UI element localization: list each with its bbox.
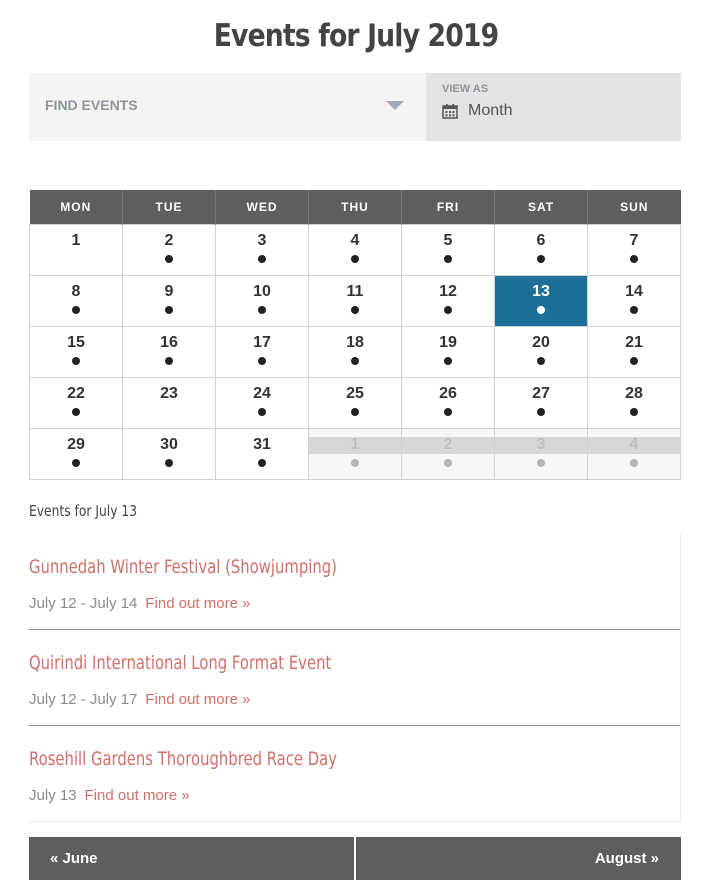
day-number: 21 — [625, 334, 643, 351]
calendar-week-row — [30, 276, 681, 327]
day-number: 19 — [439, 334, 457, 351]
event-indicator-dot — [258, 357, 266, 365]
calendar-day[interactable] — [402, 276, 495, 327]
view-as-value: Month — [468, 102, 513, 119]
weekday-header: THU — [309, 190, 402, 225]
event-indicator-dot — [72, 408, 80, 416]
calendar-day[interactable] — [309, 225, 402, 276]
day-number: 15 — [67, 334, 85, 351]
calendar-day[interactable] — [216, 429, 309, 480]
event-indicator-dot — [444, 408, 452, 416]
event-date: July 12 - July 17 — [29, 691, 138, 708]
calendar-day[interactable] — [588, 378, 681, 429]
event-date: July 13 — [29, 787, 77, 804]
event-indicator-dot — [258, 459, 266, 467]
event-indicator-dot — [165, 255, 173, 263]
page-title: Events for July 2019 — [213, 18, 499, 54]
day-number: 30 — [160, 436, 178, 453]
weekday-header: TUE — [123, 190, 216, 225]
day-number: 13 — [532, 283, 550, 300]
calendar-day[interactable] — [402, 225, 495, 276]
calendar-day-today[interactable] — [495, 276, 588, 327]
event-indicator-dot — [258, 408, 266, 416]
calendar-day[interactable] — [495, 225, 588, 276]
calendar-day[interactable] — [309, 327, 402, 378]
caret-down-icon — [386, 101, 404, 110]
calendar-day[interactable] — [495, 327, 588, 378]
day-number: 26 — [439, 385, 457, 402]
calendar-week-row — [30, 378, 681, 429]
calendar-icon — [442, 103, 458, 119]
event-indicator-dot — [351, 306, 359, 314]
weekday-header: SUN — [588, 190, 681, 225]
day-number: 6 — [536, 232, 546, 249]
event-indicator-dot — [444, 255, 452, 263]
day-number: 4 — [350, 232, 360, 249]
calendar-day[interactable] — [123, 225, 216, 276]
day-number: 11 — [346, 283, 364, 300]
day-number: 7 — [629, 232, 639, 249]
day-number: 1 — [350, 436, 360, 453]
calendar-week-row — [30, 327, 681, 378]
calendar-day[interactable] — [216, 225, 309, 276]
day-number: 9 — [164, 283, 174, 300]
filter-bar — [29, 73, 681, 141]
day-number: 25 — [346, 385, 364, 402]
event-indicator-dot — [72, 357, 80, 365]
day-number: 3 — [536, 436, 546, 453]
month-pagination — [29, 837, 681, 880]
view-as-selector[interactable] — [426, 73, 681, 141]
event-indicator-dot — [165, 459, 173, 467]
day-number: 1 — [71, 232, 81, 249]
weekday-header: WED — [216, 190, 309, 225]
calendar-day[interactable] — [402, 327, 495, 378]
day-number: 23 — [160, 385, 178, 402]
day-number: 17 — [253, 334, 271, 351]
day-number: 27 — [532, 385, 550, 402]
event-meta — [29, 691, 250, 708]
calendar-day[interactable] — [30, 378, 123, 429]
calendar-day[interactable] — [588, 327, 681, 378]
day-number: 10 — [253, 283, 271, 300]
view-as-label: VIEW AS — [442, 83, 489, 95]
previous-month-link[interactable]: « June — [50, 850, 98, 867]
event-indicator-dot — [165, 357, 173, 365]
day-number: 12 — [439, 283, 457, 300]
find-out-more-link[interactable]: Find out more » — [145, 595, 251, 612]
event-indicator-dot — [537, 459, 545, 467]
weekday-header: MON — [30, 190, 123, 225]
event-meta — [29, 595, 250, 612]
events-day-heading: Events for July 13 — [29, 502, 138, 520]
calendar-day-other-month[interactable] — [309, 429, 402, 480]
day-number: 5 — [443, 232, 453, 249]
event-indicator-dot — [444, 459, 452, 467]
event-indicator-dot — [351, 408, 359, 416]
calendar-day-other-month[interactable] — [402, 429, 495, 480]
event-title-link[interactable]: Rosehill Gardens Thoroughbred Race Day — [29, 748, 337, 770]
calendar-day-other-month[interactable] — [495, 429, 588, 480]
event-indicator-dot — [630, 255, 638, 263]
calendar-day[interactable] — [30, 327, 123, 378]
month-calendar — [29, 190, 681, 480]
calendar-day[interactable] — [402, 378, 495, 429]
weekday-header-row — [30, 190, 681, 225]
calendar-day[interactable] — [588, 276, 681, 327]
event-indicator-dot — [630, 459, 638, 467]
calendar-day[interactable] — [309, 378, 402, 429]
calendar-day[interactable] — [588, 225, 681, 276]
calendar-day[interactable] — [30, 276, 123, 327]
calendar-day[interactable] — [216, 378, 309, 429]
day-number: 8 — [71, 283, 81, 300]
calendar-day[interactable] — [30, 225, 123, 276]
event-item — [29, 726, 680, 822]
day-number: 18 — [346, 334, 364, 351]
find-out-more-link[interactable]: Find out more » — [84, 787, 190, 804]
calendar-day[interactable] — [216, 327, 309, 378]
event-indicator-dot — [258, 255, 266, 263]
event-title-link[interactable]: Quirindi International Long Format Event — [29, 652, 332, 674]
event-indicator-dot — [72, 459, 80, 467]
find-out-more-link[interactable]: Find out more » — [145, 691, 251, 708]
weekday-header: SAT — [495, 190, 588, 225]
calendar-day[interactable] — [123, 327, 216, 378]
day-number: 3 — [257, 232, 267, 249]
event-indicator-dot — [351, 255, 359, 263]
calendar-day[interactable] — [309, 276, 402, 327]
weekday-header: FRI — [402, 190, 495, 225]
event-indicator-dot — [630, 306, 638, 314]
event-indicator-dot — [351, 459, 359, 467]
event-indicator-dot — [258, 306, 266, 314]
calendar-day[interactable] — [123, 276, 216, 327]
find-events-label: FIND EVENTS — [45, 97, 138, 113]
event-list — [29, 534, 681, 822]
find-events-toggle[interactable] — [29, 73, 426, 141]
event-indicator-dot — [444, 306, 452, 314]
calendar-day-other-month[interactable] — [588, 429, 681, 480]
event-indicator-dot — [444, 357, 452, 365]
event-indicator-dot — [537, 357, 545, 365]
event-indicator-dot — [537, 255, 545, 263]
event-indicator-dot — [72, 306, 80, 314]
calendar-day[interactable] — [30, 429, 123, 480]
event-indicator-dot — [537, 408, 545, 416]
next-month-link[interactable]: August » — [594, 850, 659, 867]
day-number: 16 — [160, 334, 178, 351]
pagination-divider — [354, 837, 356, 880]
event-item — [29, 630, 680, 726]
event-item — [29, 534, 680, 630]
event-indicator-dot — [630, 408, 638, 416]
event-indicator-dot — [630, 357, 638, 365]
day-number: 20 — [532, 334, 550, 351]
event-meta — [29, 787, 190, 804]
day-number: 2 — [443, 436, 453, 453]
day-number: 4 — [629, 436, 639, 453]
event-title-link[interactable]: Gunnedah Winter Festival (Showjumping) — [29, 556, 337, 578]
day-number: 22 — [67, 385, 85, 402]
calendar-day[interactable] — [216, 276, 309, 327]
day-number: 14 — [625, 283, 643, 300]
event-indicator-dot — [165, 306, 173, 314]
day-number: 29 — [67, 436, 85, 453]
event-date: July 12 - July 14 — [29, 595, 138, 612]
event-indicator-dot — [537, 306, 545, 314]
calendar-day[interactable] — [123, 378, 216, 429]
calendar-week-row — [30, 429, 681, 480]
calendar-day[interactable] — [495, 378, 588, 429]
day-number: 31 — [253, 436, 271, 453]
event-indicator-dot — [351, 357, 359, 365]
day-number: 2 — [164, 232, 174, 249]
calendar-day[interactable] — [123, 429, 216, 480]
day-number: 24 — [253, 385, 271, 402]
calendar-week-row — [30, 225, 681, 276]
day-number: 28 — [625, 385, 643, 402]
